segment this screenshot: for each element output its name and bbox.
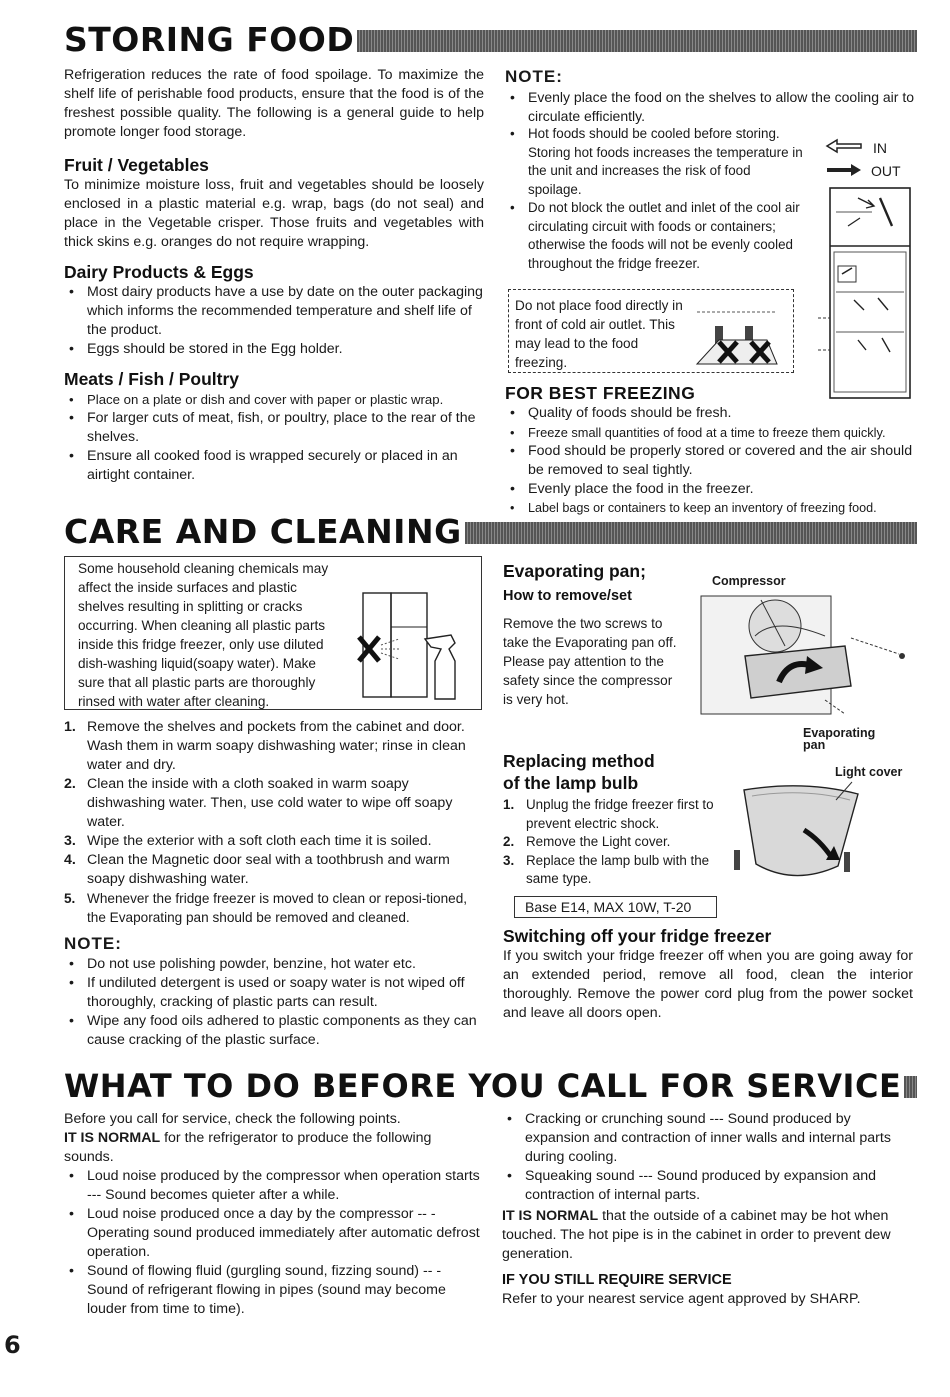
normal-bold: IT IS NORMAL xyxy=(502,1208,599,1224)
in-label: IN xyxy=(873,140,887,156)
heading-bar xyxy=(904,1076,917,1098)
heading-bar xyxy=(465,522,917,544)
list-item: • Quality of foods should be fresh. xyxy=(505,404,915,423)
switch-off-heading: Switching off your fridge freezer xyxy=(503,926,772,946)
step-text: Clean the Magnetic door seal with a toothbrush and warm soapy dishwashing water. xyxy=(87,852,450,887)
list-item xyxy=(64,889,484,927)
list-item: • Food should be properly stored or covered and the air should be removed to seal tightly. xyxy=(505,442,915,480)
normal-bold: IT IS NORMAL xyxy=(64,1130,161,1146)
list-item: • Evenly place the food on the shelves to allow the cooling air to circulate efficiently. xyxy=(505,88,915,125)
service-intro: Before you call for service, check the following points. xyxy=(64,1111,401,1127)
meats-list xyxy=(64,390,484,485)
blocked-food-icon xyxy=(689,298,785,368)
care-cleaning-heading: CARE AND CLEANING xyxy=(64,512,462,551)
list-item: • Loud noise produced by the compressor when operation starts --- Sound becomes quieter after a while. xyxy=(64,1167,484,1205)
normal-sounds-list-2 xyxy=(502,1110,914,1205)
list-item: • Sound of flowing fluid (gurgling sound, fizzing sound) -- - Sound of refrigerant flowing in pipes (sound may become louder from time to time). xyxy=(64,1262,484,1319)
warning-text: Do not place food directly in front of cold air outlet. This may lead to the food freezing. xyxy=(515,298,683,370)
best-freezing-list xyxy=(505,404,915,518)
list-item xyxy=(64,718,484,775)
cold-outlet-warning-box xyxy=(508,289,794,373)
evaporating-pan-section xyxy=(503,560,678,709)
step-text: Wipe the exterior with a soft cloth each time it is soiled. xyxy=(87,833,432,849)
list-item: • Freeze small quantities of food at a time to freeze them quickly. xyxy=(505,423,915,442)
list-item: • If undiluted detergent is used or soapy water is not wiped off thoroughly, cracking of plastic parts can result. xyxy=(64,974,484,1012)
step-text: Remove the shelves and pockets from the cabinet and door. Wash them in warm soapy dishwashing water; rinse in clean water and dry. xyxy=(87,719,466,773)
care-note-list xyxy=(64,955,484,1050)
heading-bar xyxy=(357,30,917,52)
service-heading: WHAT TO DO BEFORE YOU CALL FOR SERVICE xyxy=(64,1067,902,1105)
service-right-column xyxy=(502,1110,914,1309)
step-text: Whenever the fridge freezer is moved to clean or reposi-tioned, the Evaporating pan should be removed and cleaned. xyxy=(87,891,468,925)
list-item: • For larger cuts of meat, fish, or poultry, place to the rear of the shelves. xyxy=(64,409,484,447)
list-item: • Evenly place the food in the freezer. xyxy=(505,480,915,499)
step-text: Unplug the fridge freezer first to prevent electric shock. xyxy=(526,797,714,831)
light-cover-label: Light cover xyxy=(835,765,903,779)
list-item xyxy=(64,851,484,889)
list-item: • Hot foods should be cooled before storing. Storing hot foods increases the temperature in the unit and increases the risk of food spoilage. xyxy=(505,125,805,199)
cleaning-steps-column xyxy=(64,718,484,1050)
list-item: • Do not block the outlet and inlet of the cool air circulating circuit with foods or containers; otherwise the foods will not be evenly cooled throughout the fridge freezer. xyxy=(505,199,805,273)
fridge-spray-icon xyxy=(355,587,477,705)
bulb-spec-box: Base E14, MAX 10W, T-20 xyxy=(514,896,717,918)
normal-rest: for the refrigerator to produce the following sounds. xyxy=(64,1130,432,1165)
compressor-label: Compressor xyxy=(712,574,786,588)
list-item: • Loud noise produced once a day by the compressor -- - Operating sound produced immediately after automatic defrost operation. xyxy=(64,1205,484,1262)
normal-sounds-text xyxy=(64,1129,484,1167)
list-item xyxy=(64,775,484,832)
storing-food-heading: STORING FOOD xyxy=(64,20,355,59)
still-require-text: Refer to your nearest service agent approved by SHARP. xyxy=(502,1291,861,1307)
storing-intro: Refrigeration reduces the rate of food spoilage. To maximize the shelf life of perishable food products, ensure that the food is of the freshest possible quality. The following is a general guide to help promote longer food storage. xyxy=(64,67,484,140)
lamp-cover-diagram xyxy=(734,780,864,898)
fruit-heading: Fruit / Vegetables xyxy=(64,155,209,175)
storing-note-heading: NOTE: xyxy=(505,67,563,86)
list-item: • Label bags or containers to keep an inventory of freezing food. xyxy=(505,499,915,518)
list-item: • Ensure all cooked food is wrapped securely or placed in an airtight container. xyxy=(64,447,484,485)
switch-off-text: If you switch your fridge freezer off when you are going away for an extended period, remove all food, clean the interior thoroughly. Remove the power cord plug from the power socket and leave all doors open. xyxy=(503,948,913,1021)
list-item: • Wipe any food oils adhered to plastic components as they can cause cracking of the plastic surface. xyxy=(64,1012,484,1050)
evap-subheading: How to remove/set xyxy=(503,588,632,604)
list-item: • Eggs should be stored in the Egg holder. xyxy=(64,340,484,359)
storing-food-banner xyxy=(64,22,917,58)
lamp-bulb-section xyxy=(503,750,743,889)
fruit-text: To minimize moisture loss, fruit and vegetables should be loosely enclosed in a plastic material e.g. wrap, bags (do not seal) and place in the Vegetable crisper. Those fruits and vegetables with thick skins e.g. oranges do not require wrapping. xyxy=(64,177,484,250)
pan-label: pan xyxy=(803,738,826,752)
evap-text: Remove the two screws to take the Evaporating pan off. Please pay attention to the safety since the compressor is very hot. xyxy=(503,616,677,707)
care-cleaning-banner xyxy=(64,514,917,550)
lamp-heading-2: of the lamp bulb xyxy=(503,773,639,793)
list-item xyxy=(64,832,484,851)
out-label: OUT xyxy=(871,163,901,179)
list-item xyxy=(503,852,743,889)
meats-heading: Meats / Fish / Poultry xyxy=(64,369,240,389)
evaporating-label: Evaporating xyxy=(803,726,876,740)
evap-heading: Evaporating pan; xyxy=(503,561,646,581)
still-require-heading: IF YOU STILL REQUIRE SERVICE xyxy=(502,1272,732,1288)
in-out-arrows-icon xyxy=(823,136,865,176)
step-text: Remove the Light cover. xyxy=(526,834,671,849)
lamp-steps xyxy=(503,796,743,889)
list-item: • Most dairy products have a use by date on the outer packaging which informs the recommended temperature and shelf life of the product. xyxy=(64,283,484,340)
service-banner xyxy=(64,1068,917,1104)
best-freezing-heading: FOR BEST FREEZING xyxy=(505,383,696,403)
dairy-list xyxy=(64,283,484,359)
list-item xyxy=(503,796,743,833)
fridge-airflow-diagram xyxy=(818,182,924,404)
dairy-heading: Dairy Products & Eggs xyxy=(64,262,254,282)
normal-rest: that the outside of a cabinet may be hot when touched. The hot pipe is in the cabinet in order to prevent dew generation. xyxy=(502,1208,891,1262)
step-text: Clean the inside with a cloth soaked in warm soapy dishwashing water. Then, use cold water to wipe off soapy water. xyxy=(87,776,453,830)
evaporating-pan-diagram xyxy=(695,586,915,736)
list-item: • Cracking or crunching sound --- Sound produced by expansion and contraction of inner walls and internal parts during cooling. xyxy=(502,1110,914,1167)
service-left-column xyxy=(64,1110,484,1319)
care-note-heading: NOTE: xyxy=(64,934,122,953)
cleaning-steps xyxy=(64,718,484,927)
best-freezing-section xyxy=(505,382,915,518)
list-item: • Squeaking sound --- Sound produced by expansion and contraction of internal parts. xyxy=(502,1167,914,1205)
list-item xyxy=(503,833,743,852)
box-text: Some household cleaning chemicals may affect the inside surfaces and plastic shelves resulting in splitting or cracks occurring. When cleaning all plastic parts inside this fridge freezer, only use diluted dish-washing liquid(soapy water). Make sure that all plastic parts are thoroughly rinsed with water after cleaning. xyxy=(78,561,329,709)
step-text: Replace the lamp bulb with the same type. xyxy=(526,852,710,886)
cleaning-chemicals-box xyxy=(64,556,482,710)
list-item: • Do not use polishing powder, benzine, hot water etc. xyxy=(64,955,484,974)
list-item: • Place on a plate or dish and cover with paper or plastic wrap. xyxy=(64,390,484,409)
lamp-heading-1: Replacing method xyxy=(503,751,655,771)
page-number: 6 xyxy=(4,1331,21,1359)
normal-sounds-list xyxy=(64,1167,484,1319)
normal-hot-text xyxy=(502,1207,914,1264)
storing-left-column xyxy=(64,66,484,485)
switch-off-section xyxy=(503,925,913,1023)
